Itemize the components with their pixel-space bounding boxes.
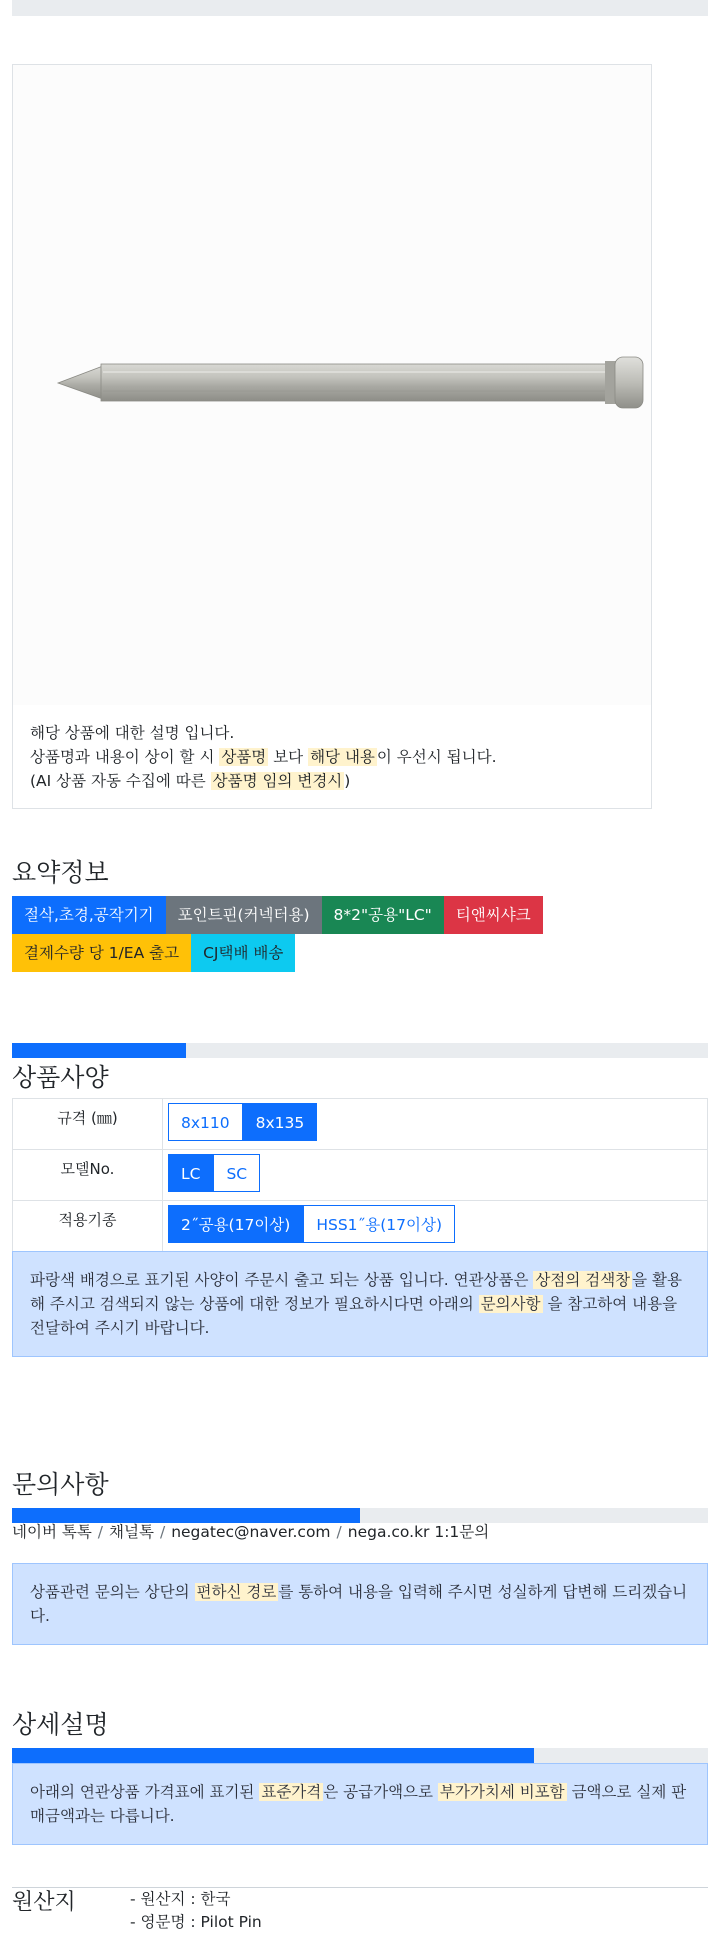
spec-notice: [12, 1251, 708, 1357]
highlight: 상품명: [221, 748, 267, 766]
origin-title: 원산지: [12, 1890, 76, 1915]
text: 상품관련 문의는 상단의: [30, 1583, 195, 1601]
link-email[interactable]: negatec@naver.com: [171, 1523, 331, 1541]
inquiry-links: [12, 1520, 489, 1542]
spec-row-machine: [13, 1201, 708, 1252]
separator: /: [336, 1523, 342, 1541]
badge-type: 포인트핀(커넥터용): [166, 896, 322, 934]
highlight: 문의사항: [480, 1295, 541, 1313]
detail-progress-bar: [12, 1748, 708, 1763]
top-bar: [12, 0, 708, 16]
pilot-pin-image: [13, 65, 651, 705]
link-naver-talk[interactable]: 네이버 톡톡: [12, 1523, 92, 1541]
text: 은 공급가액으로: [323, 1783, 438, 1801]
progress-fill: [12, 1043, 186, 1058]
badge-model: 8*2"공용"LC": [322, 896, 444, 934]
option-lc[interactable]: LC: [168, 1154, 213, 1192]
spec-label: 적용기종: [13, 1201, 163, 1252]
text: 상품명과 내용이 상이 할 시: [30, 748, 220, 766]
highlight: 상점의 검색창: [535, 1271, 631, 1289]
highlight: 부가가치세 비포함: [439, 1783, 565, 1801]
spec-table: [12, 1098, 708, 1252]
summary-title: 요약정보: [12, 858, 109, 887]
text: 금액으로 실제 판매금액과는 다릅니다.: [30, 1783, 687, 1825]
spec-progress-bar: [12, 1043, 708, 1058]
progress-fill: [12, 1748, 534, 1763]
spec-title: 상품사양: [12, 1063, 109, 1092]
detail-notice: [12, 1763, 708, 1845]
summary-badges: [12, 896, 572, 972]
badge-category: 절삭,초경,공작기기: [12, 896, 166, 934]
spec-label: 모델No.: [13, 1150, 163, 1201]
text: 를 통하여 내용을 입력해 주시면 성실하게 답변해 드리겠습니다.: [30, 1583, 688, 1625]
option-8x135[interactable]: 8x135: [243, 1103, 318, 1141]
description-line-2: [30, 745, 497, 769]
detail-title: 상세설명: [12, 1710, 109, 1739]
divider: [12, 1887, 708, 1888]
highlight: 상품명 임의 변경시: [212, 772, 343, 790]
origin-list: [130, 1888, 262, 1934]
spec-row-size: [13, 1099, 708, 1150]
option-hss1in[interactable]: HSS1˝용(17이상): [303, 1205, 455, 1243]
product-image: [13, 65, 651, 705]
spec-label: 규격 (㎜): [13, 1099, 163, 1150]
spec-options: [163, 1150, 708, 1201]
highlight: 편하신 경로: [196, 1583, 277, 1601]
description-line-3: [30, 769, 497, 793]
text: 아래의 연관상품 가격표에 표기된: [30, 1783, 260, 1801]
badge-shipping: CJ택배 배송: [191, 934, 295, 972]
badge-quantity: 결제수량 당 1/EA 출고: [12, 934, 191, 972]
spec-options: [163, 1099, 708, 1150]
text: 을 활용해 주시고 검색되지 않는 상품에 대한 정보가 필요하시다면 아래의: [30, 1271, 683, 1313]
text: 보다: [268, 748, 309, 766]
text: 파랑색 배경으로 표기된 사양이 주문시 출고 되는 상품 입니다. 연관상품은: [30, 1271, 534, 1289]
badge-brand: 티앤씨샤크: [444, 896, 543, 934]
inquiry-notice: [12, 1563, 708, 1645]
link-channel-talk[interactable]: 채널톡: [109, 1523, 154, 1541]
spec-options: [163, 1201, 708, 1252]
product-description: [30, 721, 497, 793]
description-line-1: 해당 상품에 대한 설명 입니다.: [30, 724, 235, 742]
option-2in-common[interactable]: 2˝공용(17이상): [168, 1205, 303, 1243]
option-8x110[interactable]: 8x110: [168, 1103, 243, 1141]
text: 이 우선시 됩니다.: [376, 748, 497, 766]
link-1to1-inquiry[interactable]: nega.co.kr 1:1문의: [347, 1523, 490, 1541]
highlight: 표준가격: [261, 1783, 322, 1801]
spec-row-model: [13, 1150, 708, 1201]
highlight: 해당 내용: [310, 748, 375, 766]
text: ): [344, 772, 351, 790]
option-sc[interactable]: SC: [213, 1154, 260, 1192]
separator: /: [159, 1523, 166, 1541]
origin-country: - 원산지 : 한국: [130, 1890, 231, 1908]
text: (AI 상품 자동 수집에 따른: [30, 772, 211, 790]
text: 을 참고하여 내용을 전달하여 주시기 바랍니다.: [30, 1295, 678, 1337]
separator: /: [97, 1523, 104, 1541]
inquiry-title: 문의사항: [12, 1470, 109, 1499]
origin-english-name: - 영문명 : Pilot Pin: [130, 1913, 262, 1931]
